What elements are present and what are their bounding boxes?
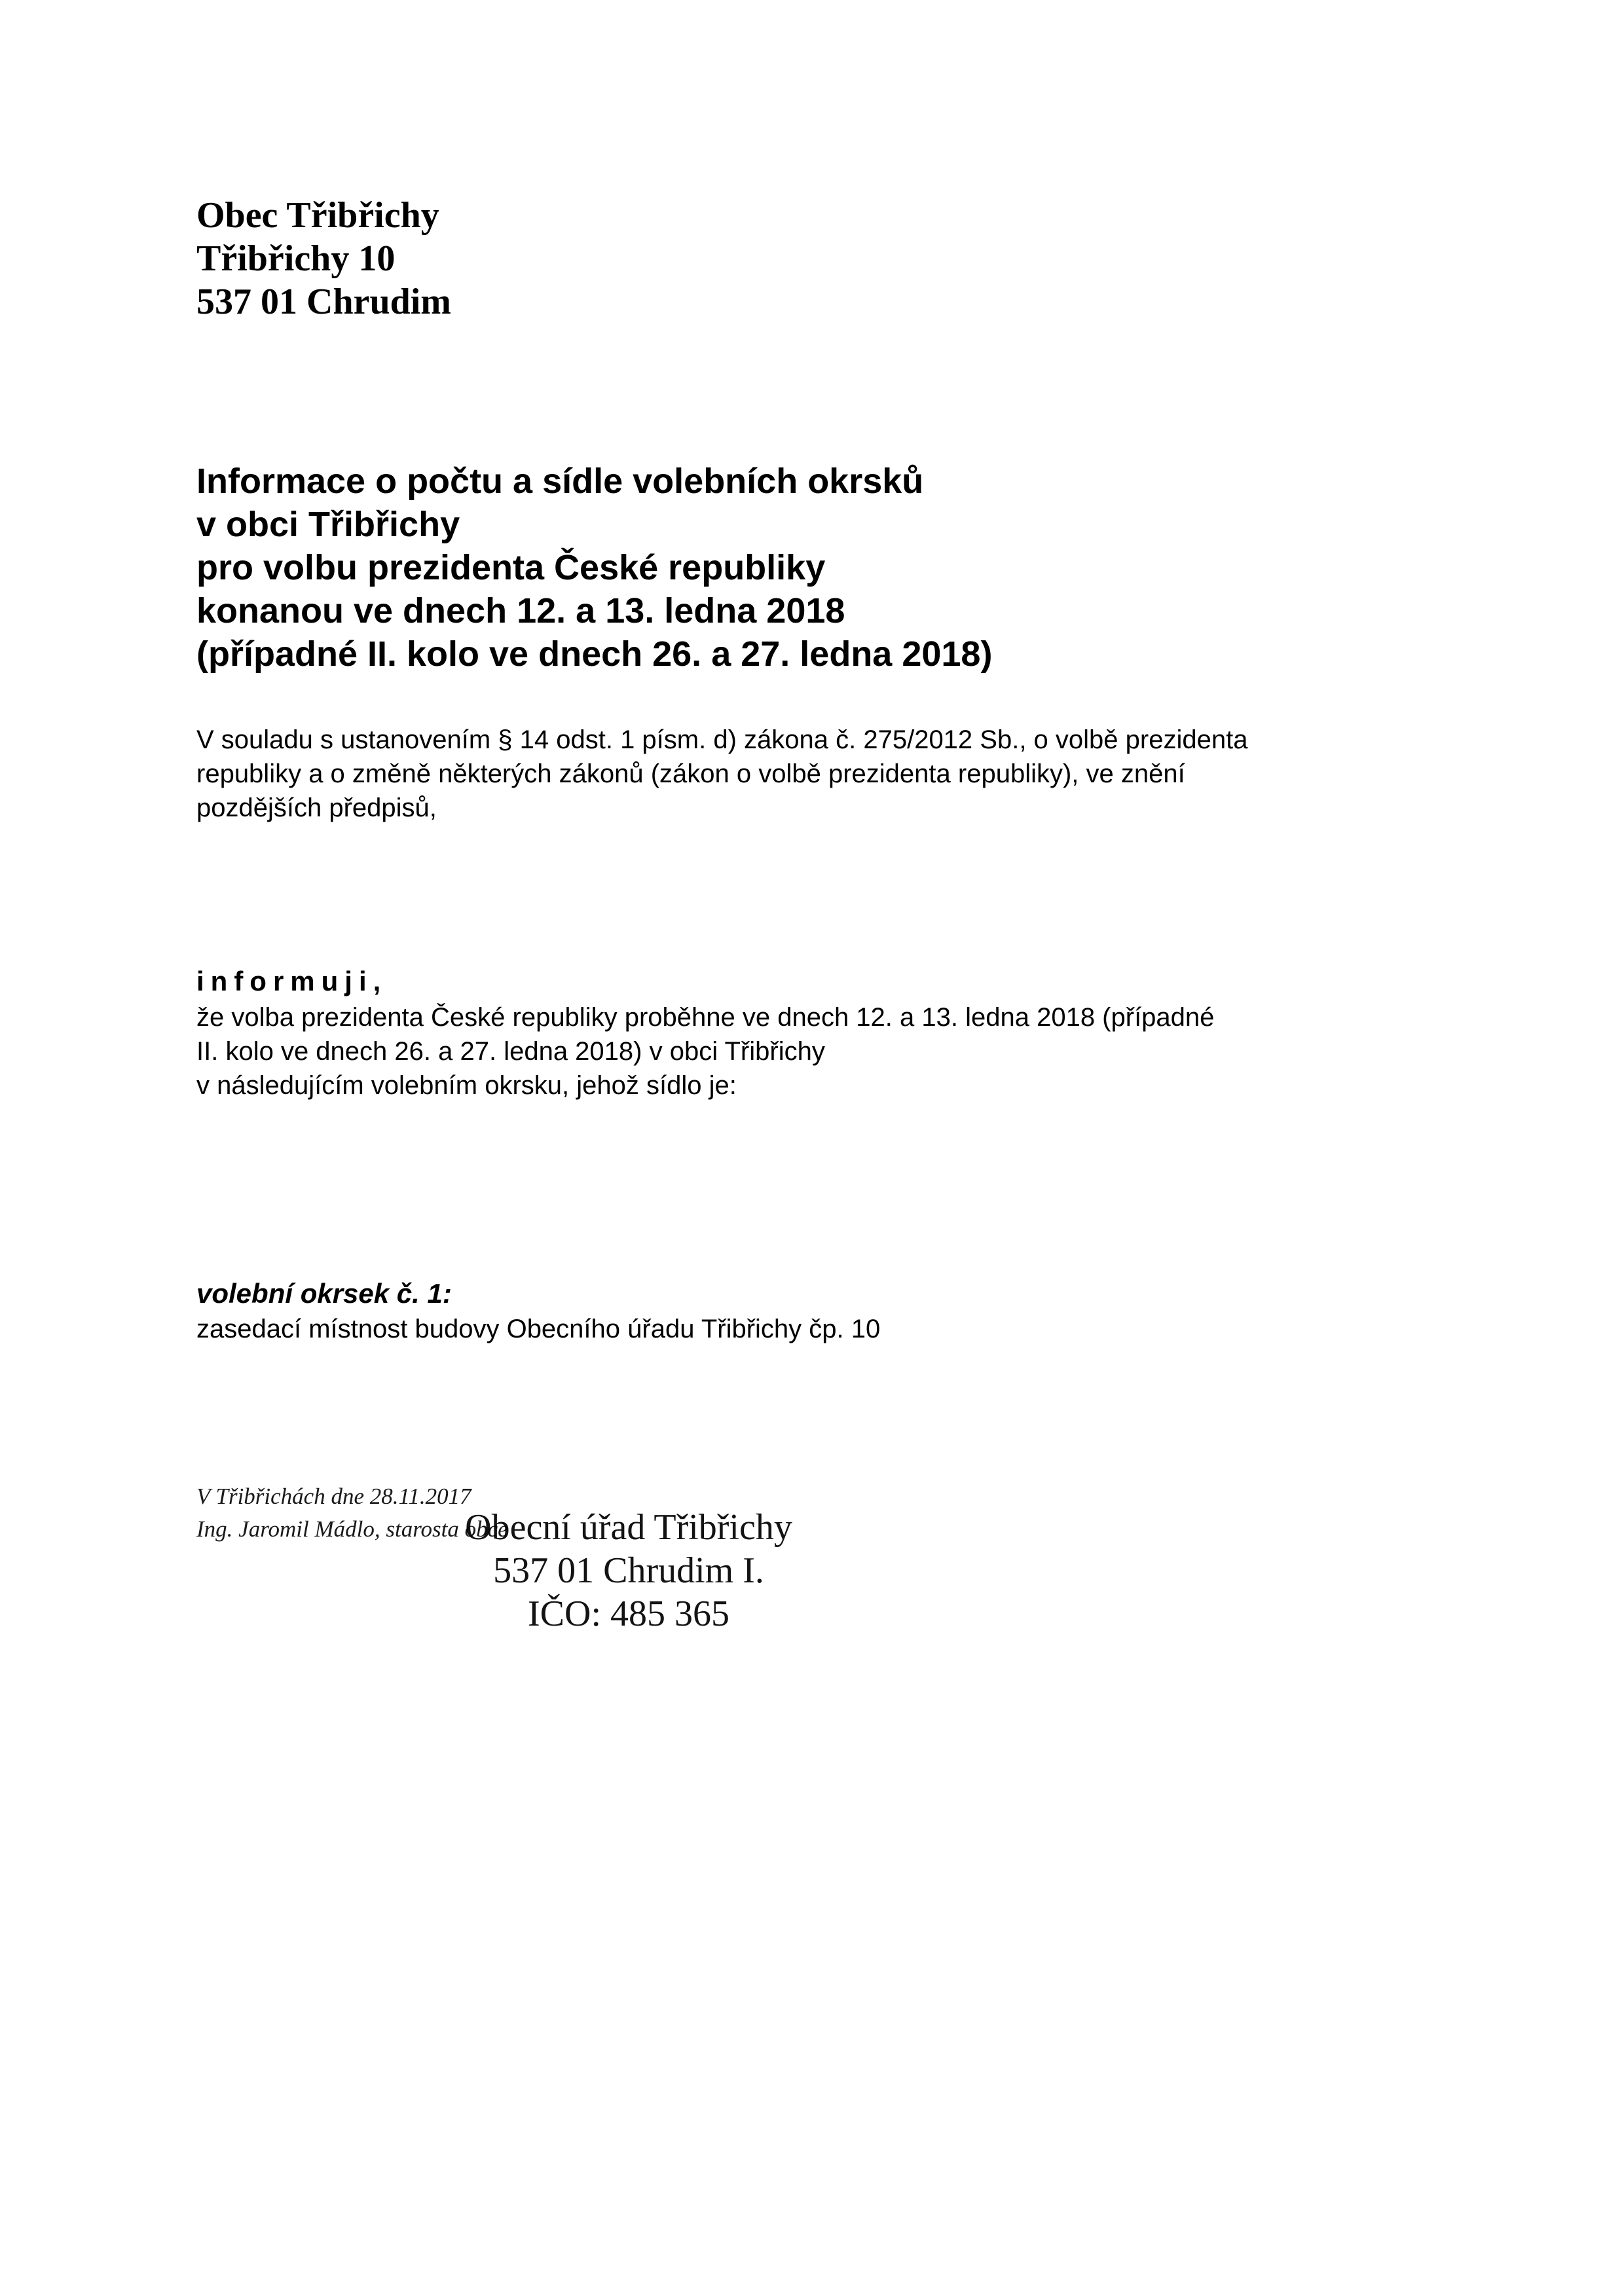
paragraph-line: pozdějších předpisů,: [196, 793, 437, 822]
signature-name: Ing. Jaromil Mádlo, starosta obce: [196, 1516, 508, 1542]
informuji-heading: informuji,: [196, 966, 388, 996]
title-line: Informace o počtu a sídle volebních okrsků: [196, 462, 924, 501]
paragraph-line: II. kolo ve dnech 26. a 27. ledna 2018) v obci Třibřichy: [196, 1037, 825, 1066]
legal-basis-paragraph: [196, 723, 1247, 825]
signature-date: V Třibřichách dne 28.11.2017: [196, 1484, 471, 1509]
letterhead-street: Třibřichy 10: [196, 238, 396, 279]
paragraph-line: zasedací místnost budovy Obecního úřadu Třibřichy čp. 10: [196, 1315, 881, 1343]
letterhead-municipality: Obec Třibřichy: [196, 195, 439, 236]
title-line: pro volbu prezidenta České republiky: [196, 548, 826, 587]
stamp-line: IČO: 485 365: [528, 1594, 729, 1634]
paragraph-line: v následujícím volebním okrsku, jehož sídlo je:: [196, 1071, 737, 1100]
stamp-line: 537 01 Chrudim I.: [493, 1550, 764, 1591]
paragraph-line: V souladu s ustanovením § 14 odst. 1 písm. d) zákona č. 275/2012 Sb., o volbě prezidenta: [196, 725, 1248, 754]
district-heading: volební okrsek č. 1:: [196, 1278, 452, 1309]
title-line: v obci Třibřichy: [196, 505, 460, 544]
paragraph-line: republiky a o změně některých zákonů (zákon o volbě prezidenta republiky), ve znění: [196, 759, 1185, 788]
letterhead: [196, 194, 451, 323]
office-stamp: [445, 1506, 812, 1635]
letterhead-city: 537 01 Chrudim: [196, 282, 451, 322]
announcement-paragraph: [196, 1000, 1214, 1102]
title-line: (případné II. kolo ve dnech 26. a 27. ledna 2018): [196, 634, 993, 674]
stamp-line: Obecní úřad Třibřichy: [465, 1507, 792, 1548]
title-line: konanou ve dnech 12. a 13. ledna 2018: [196, 591, 845, 630]
district-location: [196, 1312, 880, 1346]
document-title: [196, 460, 992, 676]
paragraph-line: že volba prezidenta České republiky proběhne ve dnech 12. a 13. ledna 2018 (případné: [196, 1003, 1215, 1032]
